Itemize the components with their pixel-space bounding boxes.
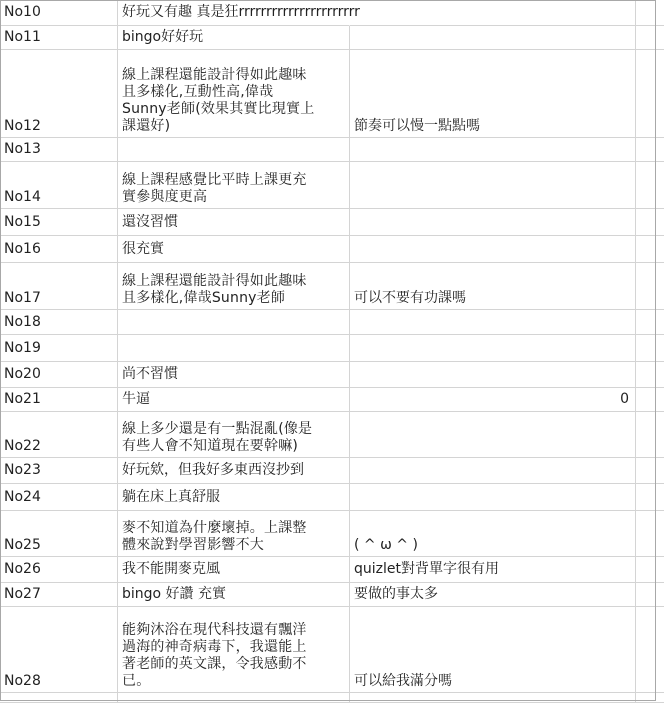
table-row — [0, 335, 664, 362]
cell-extra[interactable] — [636, 209, 664, 236]
table-row — [0, 511, 664, 557]
cell-extra[interactable] — [636, 511, 664, 557]
cell-suggestion[interactable] — [350, 412, 636, 458]
cell-comment[interactable] — [118, 335, 350, 362]
cell-id[interactable]: No22 — [0, 412, 118, 458]
cell-comment[interactable]: 線上課程感覺比平時上課更充 實參與度更高 — [118, 162, 350, 209]
table-row — [0, 557, 664, 583]
cell-extra[interactable] — [636, 458, 664, 484]
cell-suggestion[interactable]: 可以給我滿分嗎 — [350, 607, 636, 693]
table-row — [0, 26, 664, 50]
cell-suggestion[interactable]: ( ^ ω ^ ) — [350, 511, 636, 557]
cell-id[interactable]: No24 — [0, 484, 118, 511]
cell-comment[interactable] — [118, 693, 350, 703]
table-row — [0, 0, 664, 26]
table-row — [0, 236, 664, 263]
cell-id[interactable]: No13 — [0, 138, 118, 162]
cell-comment[interactable] — [118, 138, 350, 162]
table-row — [0, 310, 664, 335]
table-row — [0, 484, 664, 511]
cell-comment[interactable] — [118, 310, 350, 335]
cell-id[interactable]: No18 — [0, 310, 118, 335]
table-row-partial — [0, 693, 664, 703]
cell-comment[interactable]: 能夠沐浴在現代科技還有飄洋 過海的神奇病毒下，我還能上 著老師的英文課，令我感動不 已。 — [118, 607, 350, 693]
cell-id[interactable]: No15 — [0, 209, 118, 236]
cell-comment[interactable]: 還沒習慣 — [118, 209, 350, 236]
cell-comment[interactable]: 尚不習慣 — [118, 362, 350, 388]
cell-id[interactable]: No21 — [0, 388, 118, 412]
cell-id[interactable] — [0, 693, 118, 703]
cell-extra[interactable] — [636, 50, 664, 138]
table-row — [0, 138, 664, 162]
table-row — [0, 50, 664, 138]
cell-suggestion[interactable]: 節奏可以慢一點點嗎 — [350, 50, 636, 138]
cell-suggestion[interactable] — [350, 693, 636, 703]
cell-extra[interactable] — [636, 583, 664, 607]
cell-extra[interactable] — [636, 388, 664, 412]
cell-number-value[interactable]: 0 — [350, 388, 636, 412]
cell-comment[interactable]: bingo好好玩 — [118, 26, 350, 50]
cell-extra[interactable] — [636, 26, 664, 50]
cell-suggestion[interactable]: 可以不要有功課嗎 — [350, 263, 636, 310]
cell-id[interactable]: No26 — [0, 557, 118, 583]
cell-suggestion[interactable] — [350, 0, 636, 26]
cell-extra[interactable] — [636, 236, 664, 263]
cell-suggestion[interactable] — [350, 484, 636, 511]
cell-comment[interactable]: 線上多少還是有一點混亂(像是 有些人會不知道現在要幹嘛) — [118, 412, 350, 458]
cell-extra[interactable] — [636, 484, 664, 511]
cell-suggestion[interactable] — [350, 310, 636, 335]
cell-extra[interactable] — [636, 693, 664, 703]
cell-suggestion[interactable]: 要做的事太多 — [350, 583, 636, 607]
cell-extra[interactable] — [636, 607, 664, 693]
cell-extra[interactable] — [636, 335, 664, 362]
cell-suggestion[interactable] — [350, 162, 636, 209]
cell-comment[interactable]: 麥不知道為什麼壞掉。上課整 體來說對學習影響不大 — [118, 511, 350, 557]
cell-id[interactable]: No14 — [0, 162, 118, 209]
cell-extra[interactable] — [636, 412, 664, 458]
cell-id[interactable]: No25 — [0, 511, 118, 557]
cell-id[interactable]: No10 — [0, 0, 118, 26]
cell-comment[interactable]: 我不能開麥克風 — [118, 557, 350, 583]
cell-id[interactable]: No16 — [0, 236, 118, 263]
cell-id[interactable]: No23 — [0, 458, 118, 484]
cell-id[interactable]: No20 — [0, 362, 118, 388]
table-row — [0, 583, 664, 607]
cell-suggestion[interactable] — [350, 458, 636, 484]
cell-suggestion[interactable] — [350, 362, 636, 388]
cell-extra[interactable] — [636, 0, 664, 26]
cell-comment[interactable]: 好玩又有趣 真是狂rrrrrrrrrrrrrrrrrrrrrr — [118, 0, 350, 26]
cell-comment[interactable]: 很充實 — [118, 236, 350, 263]
cell-id[interactable]: No17 — [0, 263, 118, 310]
cell-suggestion[interactable] — [350, 335, 636, 362]
table-row — [0, 388, 664, 412]
table-row — [0, 412, 664, 458]
table-row — [0, 362, 664, 388]
cell-suggestion[interactable] — [350, 236, 636, 263]
cell-comment[interactable]: 躺在床上真舒服 — [118, 484, 350, 511]
cell-extra[interactable] — [636, 310, 664, 335]
cell-suggestion[interactable]: quizlet對背單字很有用 — [350, 557, 636, 583]
cell-extra[interactable] — [636, 138, 664, 162]
table-row — [0, 458, 664, 484]
table-row — [0, 209, 664, 236]
cell-suggestion[interactable] — [350, 209, 636, 236]
cell-extra[interactable] — [636, 263, 664, 310]
cell-comment[interactable]: 線上課程還能設計得如此趣味 且多樣化,互動性高,偉哉 Sunny老師(效果其實比現實上 課還好) — [118, 50, 350, 138]
cell-id[interactable]: No11 — [0, 26, 118, 50]
cell-id[interactable]: No12 — [0, 50, 118, 138]
cell-id[interactable]: No19 — [0, 335, 118, 362]
cell-suggestion[interactable] — [350, 26, 636, 50]
cell-extra[interactable] — [636, 162, 664, 209]
cell-comment[interactable]: 牛逼 — [118, 388, 350, 412]
table-row — [0, 607, 664, 693]
cell-extra[interactable] — [636, 362, 664, 388]
table-row — [0, 263, 664, 310]
cell-id[interactable]: No27 — [0, 583, 118, 607]
cell-comment[interactable]: bingo 好讚 充實 — [118, 583, 350, 607]
cell-comment[interactable]: 好玩欸，但我好多東西沒抄到 — [118, 458, 350, 484]
table-row — [0, 162, 664, 209]
cell-comment[interactable]: 線上課程還能設計得如此趣味 且多樣化,偉哉Sunny老師 — [118, 263, 350, 310]
cell-id[interactable]: No28 — [0, 607, 118, 693]
cell-suggestion[interactable] — [350, 138, 636, 162]
cell-extra[interactable] — [636, 557, 664, 583]
